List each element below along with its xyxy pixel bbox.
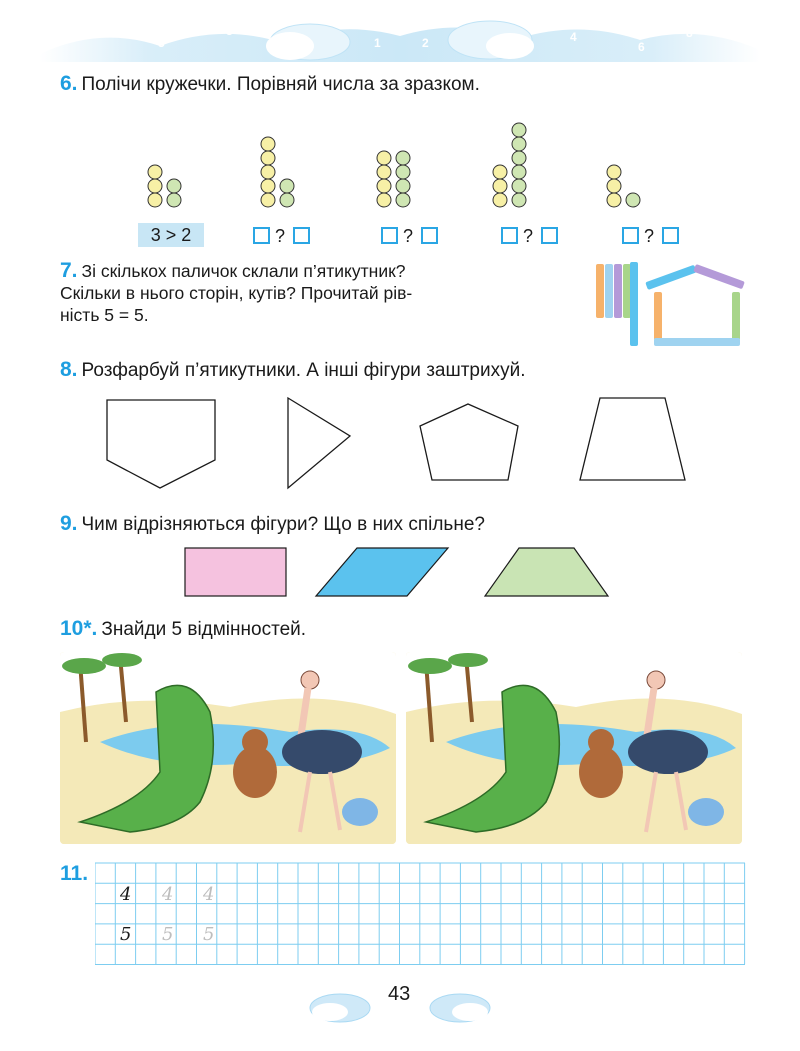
palm-leaves [62,658,106,674]
answer-box[interactable] [501,227,518,244]
page-number: 43 [388,983,411,1005]
task-number: 11. [60,862,89,885]
counting-circle [280,193,294,207]
triangle-shape[interactable] [288,398,350,488]
counting-circle [377,151,391,165]
counting-circle [493,193,507,207]
counting-circles [0,100,800,216]
bird [688,798,724,826]
counting-circle [607,193,621,207]
counting-circle [377,193,391,207]
stick [645,265,697,290]
ostrich-body [282,730,362,774]
copy-digit-sample: 4 [120,884,132,905]
counting-circle [377,179,391,193]
question-mark: ? [644,226,655,246]
counting-circle [512,193,526,207]
counting-circle [261,179,275,193]
trapezoid-shape[interactable] [485,548,608,596]
stick [596,264,604,318]
stick [654,292,662,340]
stick [605,264,613,318]
task9-shapes [0,542,800,602]
stick [614,264,622,318]
task-number: 6. [60,72,78,95]
counting-circle [148,179,162,193]
picture-right[interactable] [406,652,742,844]
header-digit: 2 [422,36,429,50]
counting-circle [261,193,275,207]
cloud-band [40,6,760,70]
copy-digit-dotted: 4 [162,884,174,905]
counting-circle [280,179,294,193]
pentagon-shape[interactable] [420,404,518,480]
task10-heading [60,617,306,642]
task-text: Розфарбуй п’ятикутники. А інші фігури заштрихуй. [81,360,526,381]
counting-circle [607,165,621,179]
header-digit: 8 [686,26,693,40]
answer-box[interactable] [381,227,398,244]
task-number: 7. [60,259,78,282]
counting-circle [512,137,526,151]
question-mark: ? [403,226,414,246]
counting-circle [396,151,410,165]
task8-heading [60,358,526,383]
bird [342,798,378,826]
header-digit: 5 [158,36,165,50]
counting-circle [396,179,410,193]
counting-circle [512,165,526,179]
rectangle-shape[interactable] [185,548,286,596]
copy-digit-dotted: 5 [203,924,215,945]
stick [623,264,631,318]
counting-circle [396,193,410,207]
task-text: Знайди 5 відмінностей. [101,619,307,640]
header-decoration [40,6,760,70]
task-number: 10*. [60,617,98,640]
counting-circle [512,123,526,137]
header-digit: 7 [108,20,115,34]
counting-circle [148,165,162,179]
counting-circle [261,151,275,165]
task11-heading [60,862,92,887]
counting-circle [607,179,621,193]
writing-grid[interactable] [95,862,747,966]
task-number: 8. [60,358,78,381]
counting-circle [148,193,162,207]
copy-digit-dotted: 5 [162,924,174,945]
scene-illustration [60,652,396,844]
copy-digit-sample: 5 [120,924,132,945]
answer-box[interactable] [421,227,438,244]
task7-line-1: Зі скількох паличок склали п’ятикутник? [81,261,406,281]
counting-circle [396,165,410,179]
counting-circle [167,179,181,193]
task-text: Полічи кружечки. Порівняй числа за зразком. [81,74,480,95]
parallelogram-shape[interactable] [316,548,448,596]
stick [693,264,745,289]
question-mark: ? [523,226,534,246]
header-digit: 4 [570,30,577,44]
counting-circle [493,179,507,193]
counting-circle [493,165,507,179]
task8-shapes [0,390,800,500]
pentagon-shape[interactable] [107,400,215,488]
task-text: Чим відрізняються фігури? Що в них спільне? [81,514,485,535]
counting-circle [261,137,275,151]
answer-box[interactable] [253,227,270,244]
task6-heading [60,72,480,97]
sample-comparison: 3 > 2 [138,223,204,247]
counting-circle [626,193,640,207]
answer-box[interactable] [622,227,639,244]
task7-line-2: Скільки в нього сторін, кутів? Прочитай рів- [60,283,413,303]
header-digit: 1 [374,36,381,50]
sticks-illustration [590,258,750,348]
task7-line-3: ність 5 = 5. [60,305,149,325]
counting-circle [167,193,181,207]
task7-text [60,260,580,326]
stick [654,338,740,346]
header-digit: 3 [226,24,233,38]
counting-circle [377,165,391,179]
counting-circle [261,165,275,179]
question-mark: ? [275,226,286,246]
counting-circle [512,151,526,165]
ostrich-head [301,671,319,689]
stick [732,292,740,340]
trapezoid-shape[interactable] [580,398,685,480]
task9-heading [60,512,485,537]
header-digit: 6 [638,40,645,54]
stick [630,262,638,346]
header-digit: 0 [398,18,405,32]
ostrich-body [628,730,708,774]
picture-left[interactable] [60,652,396,844]
answer-box[interactable] [293,227,310,244]
task7-line [60,260,580,282]
answer-box[interactable] [662,227,679,244]
task-number: 9. [60,512,78,535]
counting-circle [512,179,526,193]
copy-digit-dotted: 4 [203,884,215,905]
scene-illustration [406,652,742,844]
answer-box[interactable] [541,227,558,244]
